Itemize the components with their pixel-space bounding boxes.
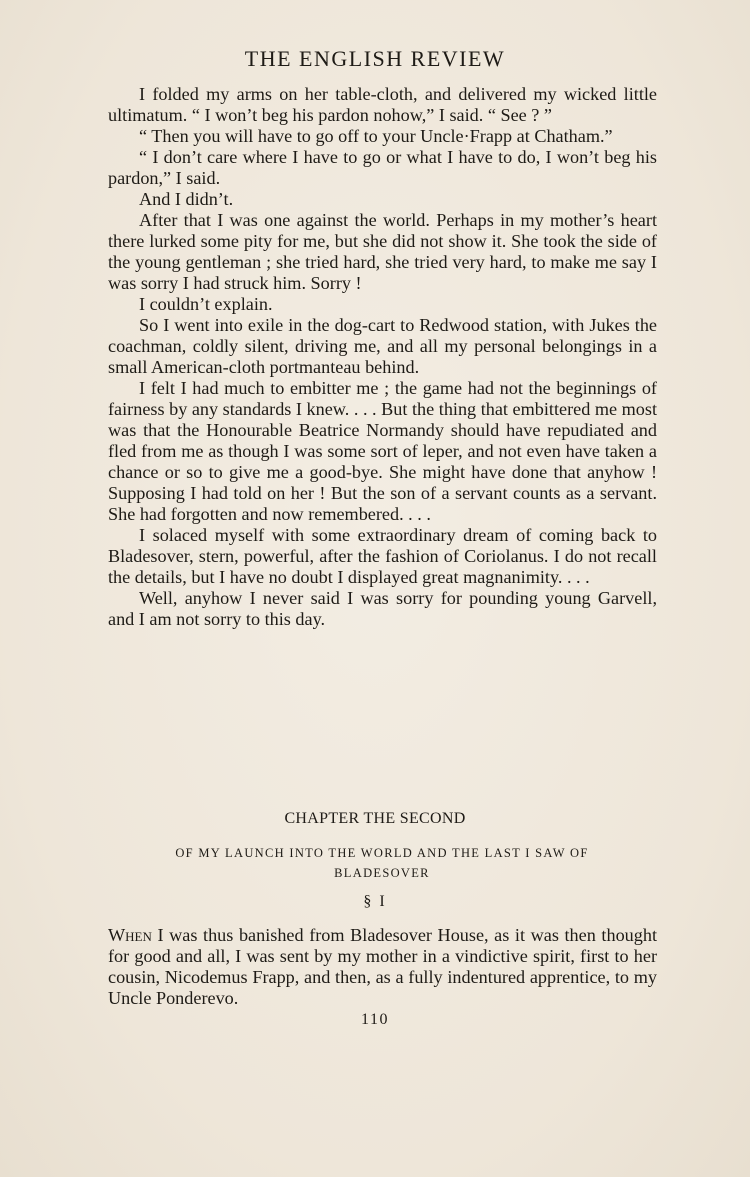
paragraph: So I went into exile in the dog-cart to Redwood station, with Jukes the coachman, coldly silent, driving me, and all my personal belongings in a small American-cloth portmanteau behind.	[108, 315, 657, 377]
paragraph: I solaced myself with some extraordinary dream of coming back to Bladesover, stern, powerful, after the fashion of Coriolanus. I do not recall the details, but I have no doubt I displayed great magnanimity. . . .	[108, 525, 657, 587]
chapter-title: CHAPTER THE SECOND	[284, 810, 466, 827]
paragraph: I felt I had much to embitter me ; the game had not the beginnings of fairness by any standards I knew. . . . But the thing that embittered me most was that the Honourable Beatrice Normandy should have repudiated and fled from me as though I was some sort of leper, and not even have taken a chance or so to give me a good-bye. She might have done that anyhow ! Supposing I had told on her ! But the son of a servant counts as a servant. She had forgotten and now remembered. . . .	[108, 378, 657, 524]
section-mark: § I	[363, 893, 387, 910]
paragraph: Well, anyhow I never said I was sorry for pounding young Garvell, and I am not sorry to this day.	[108, 588, 657, 629]
opening-text: I was thus banished from Bladesover House, as it was then thought for good and all, I was sent by my mother in a vindictive spirit, first to her cousin, Nicodemus Frapp, and then, as a fully indentured apprentice, to my Uncle Ponderevo.	[108, 925, 657, 1008]
paragraph: And I didn’t.	[139, 189, 234, 209]
body-text	[108, 84, 657, 630]
page-number: 110	[361, 1011, 389, 1028]
paragraph: After that I was one against the world. Perhaps in my mother’s heart there lurked some pity for me, but she did not show it. She took the side of the young gentleman ; she tried hard, she tried very hard, to make me say I was sorry I had struck him. Sorry !	[108, 210, 657, 293]
running-head: THE ENGLISH REVIEW	[244, 46, 506, 71]
drop-lead-word: When	[108, 925, 152, 945]
chapter-opening	[108, 925, 657, 1009]
paragraph: I folded my arms on her table-cloth, and delivered my wicked little ultimatum. “ I won’t beg his pardon nohow,” I said. “ See ? ”	[108, 84, 657, 125]
paragraph: I couldn’t explain.	[139, 294, 273, 314]
chapter-opening-paragraph	[108, 925, 657, 1009]
chapter-subtitle: OF MY LAUNCH INTO THE WORLD AND THE LAST I SAW OF BLADESOVER	[175, 846, 589, 880]
paragraph: “ I don’t care where I have to go or what I have to do, I won’t beg his pardon,” I said.	[108, 147, 657, 188]
paragraph: “ Then you will have to go off to your Uncle·Frapp at Chatham.”	[139, 126, 613, 146]
